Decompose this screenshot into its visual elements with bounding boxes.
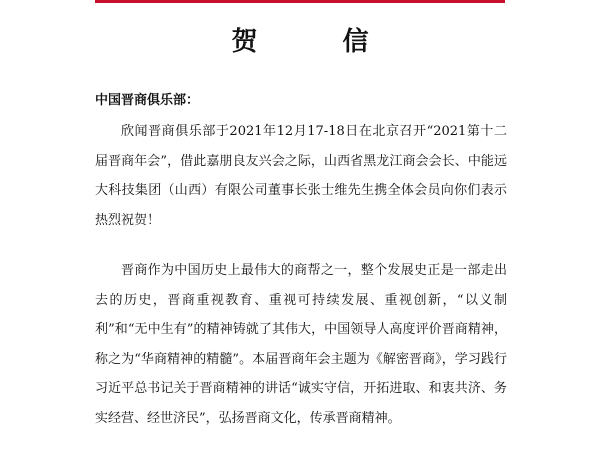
body-paragraph-2: 晋商作为中国历史上最伟大的商帮之一，整个发展史正是一部走出去的历史，晋商重视教育、重视可持续发展、重视创新，“以义制利”和“无中生有”的精神铸就了其伟大，中国领导人高度评价晋商精神，称之为“华商精神的精髓”。本届晋商年会主题为《解密晋商》，学习践行习近平总书记关于晋商精神的讲话“诚实守信，开拓进取、和衷共济、务实经营、经世济民”，弘扬晋商文化，传承晋商精神。 bbox=[95, 263, 507, 426]
letter-title: 贺 信 bbox=[231, 27, 407, 57]
top-red-rule bbox=[95, 0, 505, 3]
body-paragraph-1: 欣闻晋商俱乐部于2021年12月17-18日在北京召开“2021第十二届晋商年会”，借此嘉朋良友兴会之际，山西省黑龙江商会会长、中能远大科技集团（山西）有限公司董事长张士维先生携全体会员向你们表示热烈祝贺！ bbox=[95, 124, 507, 228]
salutation: 中国晋商俱乐部： bbox=[95, 93, 200, 108]
